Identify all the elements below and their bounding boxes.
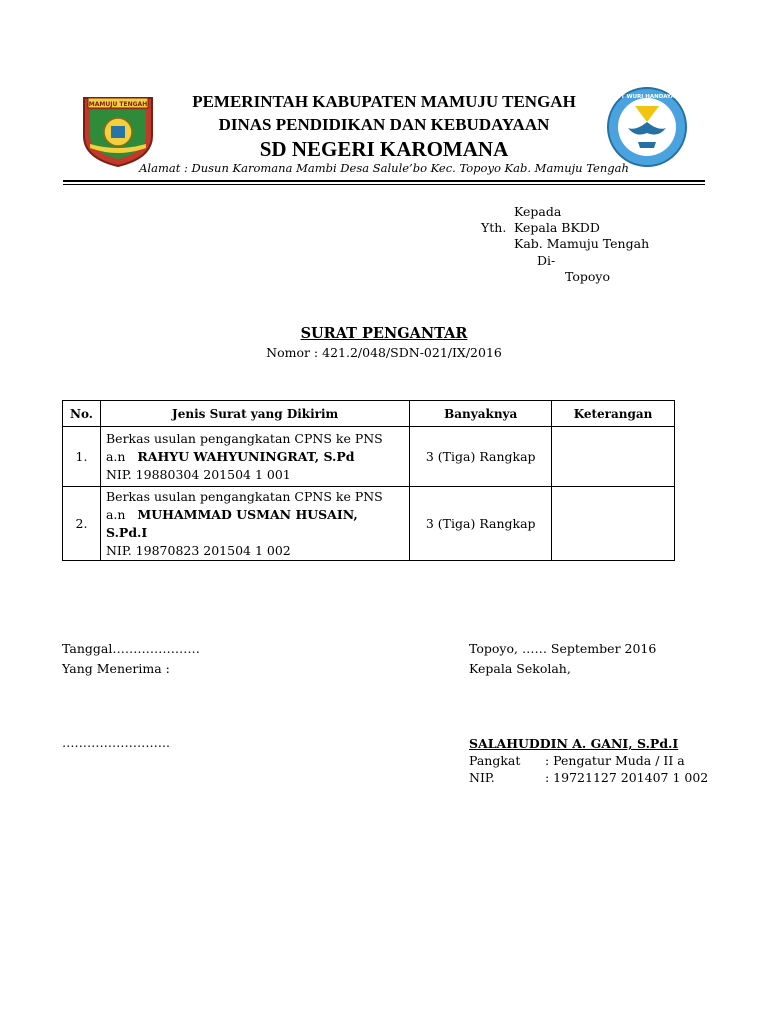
recipient-yth: Yth. bbox=[481, 220, 507, 235]
row-note bbox=[552, 487, 675, 561]
table-row bbox=[63, 487, 675, 561]
receiver-signature-line: …………………….. bbox=[62, 735, 170, 750]
header-school-name: SD NEGERI KAROMANA bbox=[259, 137, 509, 161]
row-an-label: a.n bbox=[105, 506, 126, 522]
row-an-line bbox=[106, 448, 404, 466]
row-quantity: 3 (Tiga) Rangkap bbox=[410, 487, 552, 561]
header-banyaknya: Banyaknya bbox=[410, 401, 552, 427]
tanggal-field: Tanggal………………… bbox=[62, 641, 200, 656]
header-jenis-surat: Jenis Surat yang Dikirim bbox=[100, 401, 409, 427]
table-header-row bbox=[63, 401, 675, 427]
row-employee-name-cont: S.Pd.I bbox=[105, 524, 148, 540]
row-an-label: a.n bbox=[105, 448, 126, 464]
recipient-line1: Kepala BKDD bbox=[514, 220, 600, 235]
row-number: 1. bbox=[63, 427, 101, 487]
pangkat-value: : Pengatur Muda / II a bbox=[545, 753, 685, 768]
place-date: Topoyo, …… September 2016 bbox=[469, 641, 657, 656]
svg-text:TUT WURI HANDAYANI: TUT WURI HANDAYANI bbox=[612, 94, 682, 100]
row-desc-text: Berkas usulan pengangkatan CPNS ke PNS bbox=[105, 488, 383, 504]
row-employee-name: MUHAMMAD USMAN HUSAIN, bbox=[137, 506, 358, 522]
kepala-sekolah-label: Kepala Sekolah, bbox=[469, 661, 571, 676]
letter-number: Nomor : 421.2/048/SDN-021/IX/2016 bbox=[266, 345, 502, 360]
header-keterangan: Keterangan bbox=[552, 401, 675, 427]
header-rule-thick bbox=[63, 180, 705, 182]
recipient-line3: Di- bbox=[537, 253, 556, 268]
letter-title: SURAT PENGANTAR bbox=[300, 325, 468, 342]
row-description bbox=[100, 487, 409, 561]
header-government: PEMERINTAH KABUPATEN MAMUJU TENGAH bbox=[192, 92, 576, 111]
header-department: DINAS PENDIDIKAN DAN KEBUDAYAAN bbox=[218, 115, 550, 134]
row-quantity: 3 (Tiga) Rangkap bbox=[410, 427, 552, 487]
row-number: 2. bbox=[63, 487, 101, 561]
table-row bbox=[63, 427, 675, 487]
svg-text:MAMUJU TENGAH: MAMUJU TENGAH bbox=[88, 101, 148, 108]
header-no: No. bbox=[63, 401, 101, 427]
row-nip: NIP. 19880304 201504 1 001 bbox=[105, 466, 291, 482]
row-employee-name: RAHYU WAHYUNINGRAT, S.Pd bbox=[137, 448, 355, 464]
document-table bbox=[62, 400, 675, 561]
yang-menerima-label: Yang Menerima : bbox=[62, 661, 170, 676]
header-address: Alamat : Dusun Karomana Mambi Desa Salule’bo Kec. Topoyo Kab. Mamuju Tengah bbox=[139, 161, 629, 175]
recipient-kepada: Kepada bbox=[514, 204, 562, 219]
nip-value: : 19721127 201407 1 002 bbox=[545, 770, 709, 785]
row-desc-text: Berkas usulan pengangkatan CPNS ke PNS bbox=[105, 430, 383, 446]
row-note bbox=[552, 427, 675, 487]
pangkat-label: Pangkat bbox=[469, 753, 521, 768]
signatory-name: SALAHUDDIN A. GANI, S.Pd.I bbox=[469, 736, 679, 751]
recipient-line4: Topoyo bbox=[565, 269, 611, 284]
row-nip: NIP. 19870823 201504 1 002 bbox=[105, 542, 291, 558]
row-description bbox=[100, 427, 409, 487]
row-an-line bbox=[106, 506, 404, 524]
header-rule-thin bbox=[63, 184, 705, 185]
recipient-line2: Kab. Mamuju Tengah bbox=[514, 236, 650, 251]
nip-label: NIP. bbox=[469, 770, 495, 785]
